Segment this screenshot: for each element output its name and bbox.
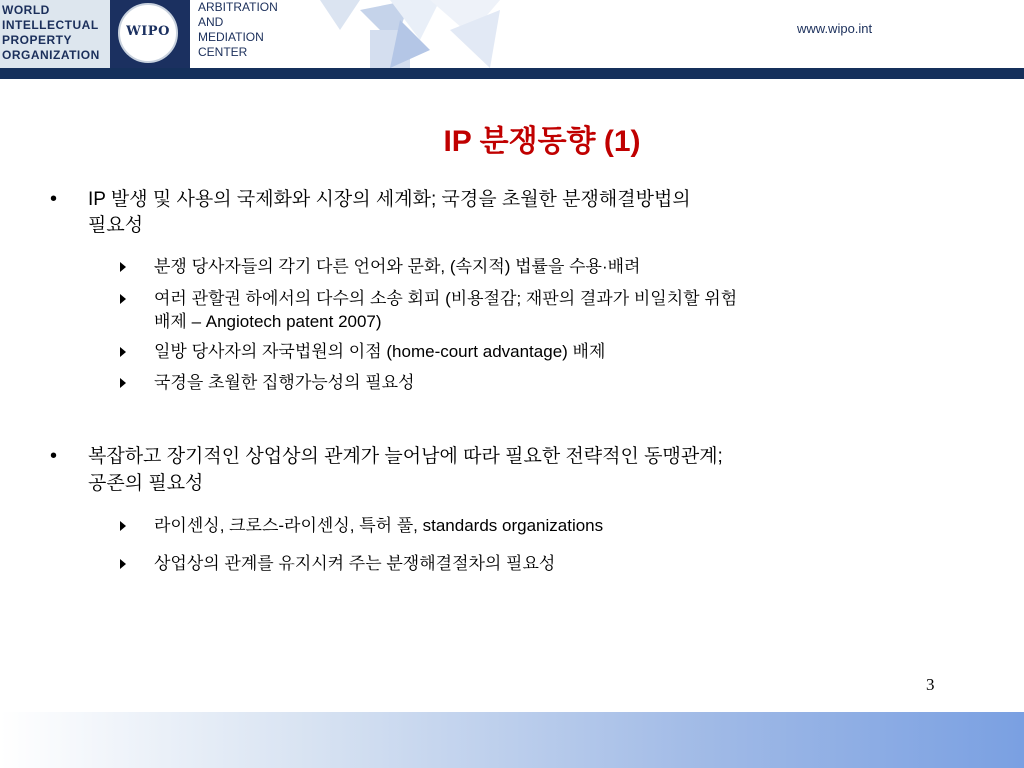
slide-header — [0, 0, 1024, 68]
wipo-logo — [110, 0, 190, 68]
bullet-2-line-1: 복잡하고 장기적인 상업상의 관계가 늘어남에 따라 필요한 전략적인 동맹관계; — [88, 446, 723, 467]
arbitration-center-name — [198, 0, 278, 60]
wipo-seal-icon — [118, 3, 178, 63]
sub-item-2-2: 상업상의 관계를 유지시켜 주는 분쟁해결절차의 필요성 — [154, 554, 556, 573]
org-line: WORLD — [2, 3, 50, 17]
center-line: CENTER — [198, 45, 248, 59]
sub-item-1-2-line-2: 배제 – Angiotech patent 2007) — [154, 312, 382, 331]
arrow-bullet-icon — [120, 294, 126, 304]
org-line: INTELLECTUAL — [2, 18, 99, 32]
sub-item-1-2-line-1: 여러 관할권 하에서의 다수의 소송 회피 (비용절감; 재판의 결과가 비일치할 위험 — [154, 289, 738, 308]
website-url: www.wipo.int — [797, 21, 873, 36]
arrow-bullet-icon — [120, 378, 126, 388]
bullet-2-line-2: 공존의 필요성 — [88, 473, 204, 494]
header-divider-bar — [0, 68, 1024, 79]
arrow-bullet-icon — [120, 347, 126, 357]
logo-text: WIPO — [126, 24, 170, 39]
center-line: MEDIATION — [198, 30, 264, 44]
footer-gradient-band — [0, 712, 1024, 768]
sub-item-1-3: 일방 당사자의 자국법원의 이점 (home-court advantage) 배제 — [154, 342, 606, 361]
arrow-bullet-icon — [120, 521, 126, 531]
wipo-organization-name — [0, 0, 110, 68]
sub-item-1-1: 분쟁 당사자들의 각기 다른 언어와 문화, (속지적) 법률을 수용·배려 — [154, 257, 641, 276]
slide-title: IP 분쟁동향 (1) — [443, 125, 641, 158]
arrow-bullet-icon — [120, 559, 126, 569]
bullet-1-line-1: IP 발생 및 사용의 국제화와 시장의 세계화; 국경을 초월한 분쟁해결방법의 — [88, 189, 691, 210]
bullet-1-line-2: 필요성 — [88, 215, 144, 236]
center-line: AND — [198, 15, 224, 29]
page-number: 3 — [926, 675, 935, 694]
sub-item-1-4: 국경을 초월한 집행가능성의 필요성 — [154, 373, 415, 392]
center-line: ARBITRATION — [198, 0, 278, 14]
org-line: ORGANIZATION — [2, 48, 100, 62]
arrow-bullet-icon — [120, 262, 126, 272]
bullet-point-icon: • — [50, 188, 58, 210]
bullet-point-icon: • — [50, 445, 58, 467]
org-line: PROPERTY — [2, 33, 73, 47]
decorative-header-graphic — [300, 0, 520, 68]
sub-item-2-1: 라이센싱, 크로스-라이센싱, 특허 풀, standards organizations — [154, 516, 604, 535]
